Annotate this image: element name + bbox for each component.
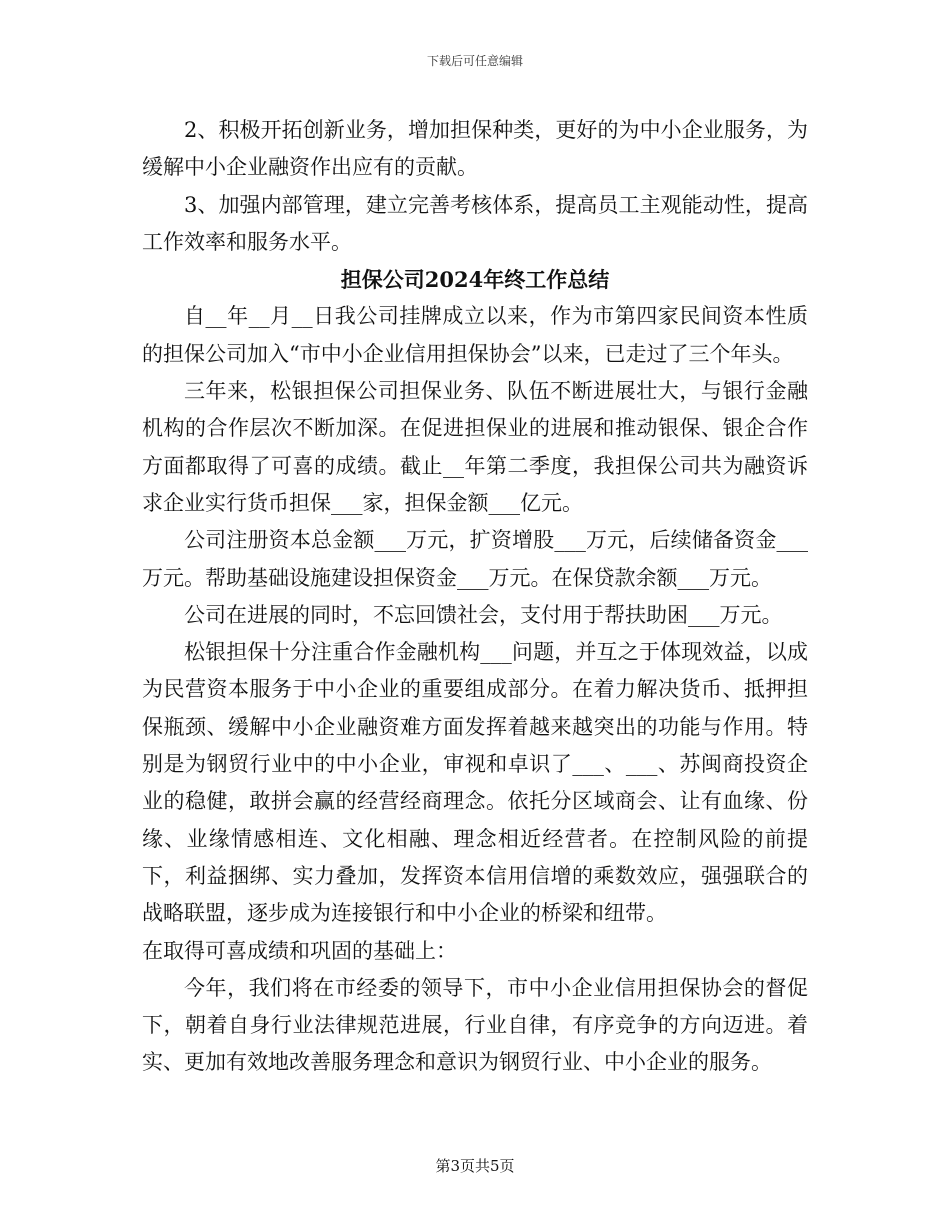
- paragraph-this-year: 今年，我们将在市经委的领导下，市中小企业信用担保协会的督促下，朝着自身行业法律规范进展，行业自律，有序竞争的方向迈进。着实、更加有效地改善服务理念和意识为钢贸行业、中小企业的服务。: [142, 975, 808, 1075]
- document-title: 担保公司2024年终工作总结: [340, 267, 610, 293]
- document-body: [142, 112, 808, 1082]
- paragraph-cooperation: 松银担保十分注重合作金融机构___问题，并互之于体现效益，以成为民营资本服务于中小企业的重要组成部分。在着力解决货币、抵押担保瓶颈、缓解中小企业融资难方面发挥着越来越突出的功能与作用。特别是为钢贸行业中的中小企业，审视和卓识了___、___、苏闽商投资企业的稳健，敢拼会赢的经营经商理念。依托分区域商会、让有血缘、份缘、业缘情感相连、文化相融、理念相近经营者。在控制风险的前提下，利益捆绑、实力叠加，发挥资本信用信增的乘数效应，强强联合的战略联盟，逐步成为连接银行和中小企业的桥梁和纽带。: [142, 640, 808, 926]
- page-header-note: 下载后可任意编辑: [426, 54, 523, 68]
- paragraph-three-years: 三年来，松银担保公司担保业务、队伍不断进展壮大，与银行金融机构的合作层次不断加深。在促进担保业的进展和推动银保、银企合作方面都取得了可喜的成绩。截止__年第二季度，我担保公司共为融资诉求企业实行货币担保___家，担保金额___亿元。: [142, 379, 808, 515]
- paragraph-capital: 公司注册资本总金额___万元，扩资增股___万元，后续储备资金___万元。帮助基础设施建设担保资金___万元。在保贷款余额___万元。: [142, 528, 808, 590]
- paragraph-item-3: 3、加强内部管理，建立完善考核体系，提高员工主观能动性，提高工作效率和服务水平。: [142, 192, 808, 254]
- paragraph-achievements: 在取得可喜成绩和巩固的基础上：: [142, 938, 457, 963]
- paragraph-item-2: 2、积极开拓创新业务，增加担保种类，更好的为中小企业服务，为缓解中小企业融资作出应有的贡献。: [142, 118, 808, 180]
- paragraph-establishment: 自__年__月__日我公司挂牌成立以来，作为市第四家民间资本性质的担保公司加入“市中小企业信用担保协会”以来，已走过了三个年头。: [142, 304, 808, 366]
- page-number: 第3页共5页: [435, 1157, 515, 1175]
- paragraph-social-return: 公司在进展的同时，不忘回馈社会，支付用于帮扶助困___万元。: [184, 602, 783, 627]
